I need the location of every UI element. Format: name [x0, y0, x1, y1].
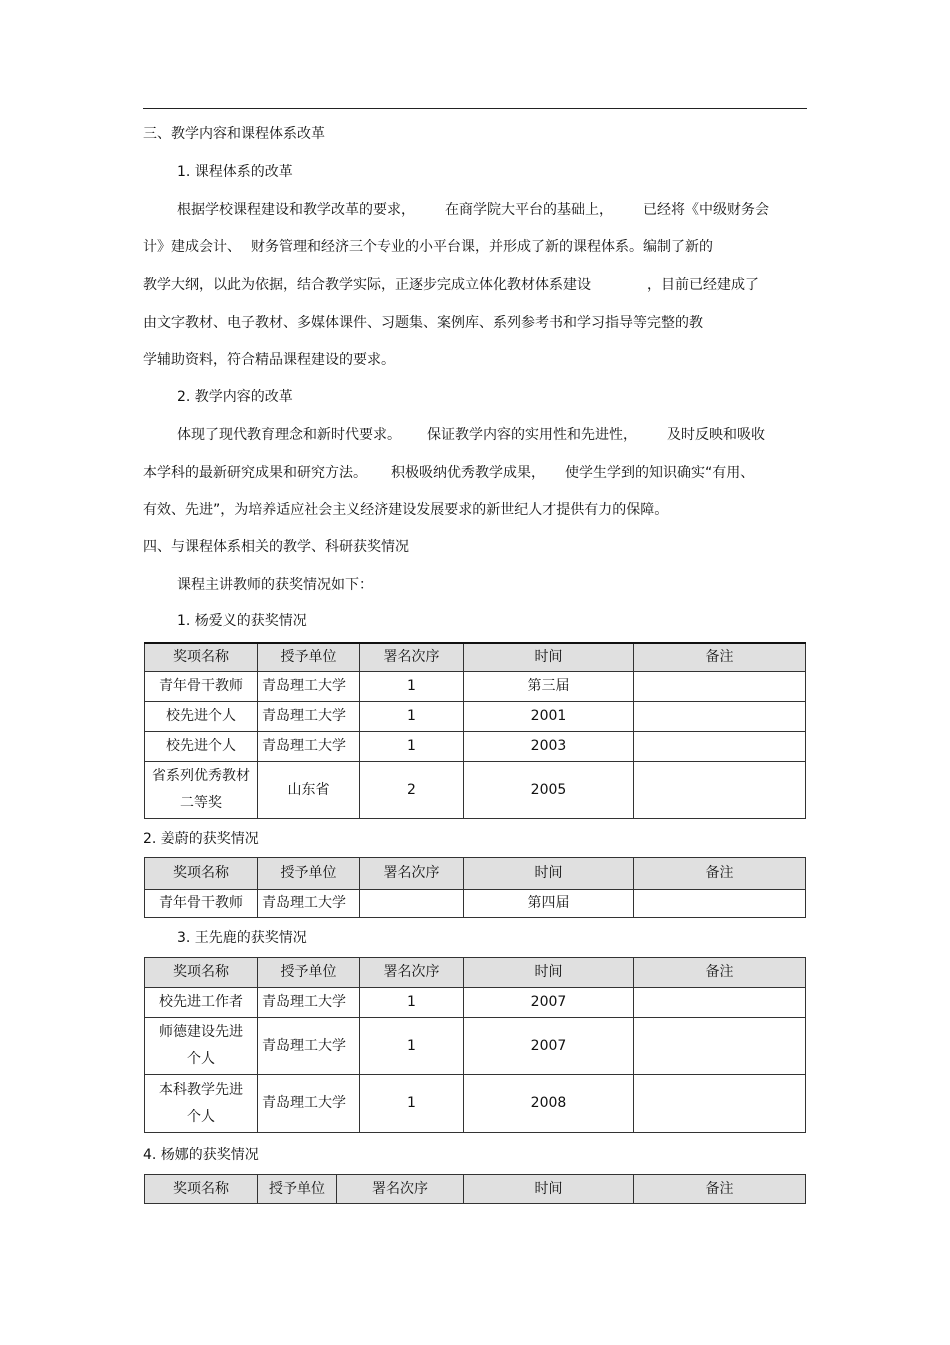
- paragraph-line: 根据学校课程建设和教学改革的要求， 在商学院大平台的基础上， 已经将《中级财务会: [177, 202, 769, 218]
- header-cell: 时间: [464, 958, 634, 988]
- header-cell: 署名次序: [360, 643, 464, 672]
- header-cell: 授予单位: [258, 958, 360, 988]
- cell: [634, 1075, 806, 1133]
- cell: 第四届: [464, 890, 634, 918]
- header-cell: 备注: [634, 643, 806, 672]
- table-row: [145, 732, 806, 762]
- table-title: 2. 姜蔚的获奖情况: [143, 831, 259, 847]
- header-cell: 署名次序: [360, 958, 464, 988]
- cell: [634, 762, 806, 819]
- header-cell: 奖项名称: [145, 643, 258, 672]
- subsection-heading: 2. 教学内容的改革: [177, 389, 293, 405]
- cell: 校先进个人: [145, 732, 258, 762]
- header-cell: 时间: [464, 858, 634, 890]
- cell: 青年骨干教师: [145, 890, 258, 918]
- header-cell: 署名次序: [337, 1175, 464, 1204]
- paragraph-line: 教学大纲，以此为依据，结合教学实际，正逐步完成立体化教材体系建设 ，目前已经建成了: [143, 277, 759, 293]
- cell: [634, 988, 806, 1018]
- cell: 2005: [464, 762, 634, 819]
- table-row: [145, 1018, 806, 1075]
- cell: 青岛理工大学: [258, 672, 360, 702]
- header-cell: 授予单位: [258, 858, 360, 890]
- cell: 青年骨干教师: [145, 672, 258, 702]
- cell: [360, 890, 464, 918]
- table-row: [145, 672, 806, 702]
- cell: 1: [360, 672, 464, 702]
- cell: 第三届: [464, 672, 634, 702]
- table-header-row: [145, 643, 806, 672]
- table-header-row: [145, 958, 806, 988]
- awards-table: [144, 957, 806, 1133]
- intro-text: 课程主讲教师的获奖情况如下：: [177, 577, 373, 593]
- header-cell: 备注: [634, 1175, 806, 1204]
- cell: 2007: [464, 988, 634, 1018]
- table-header-row: [145, 1175, 806, 1204]
- section-heading: 四、与课程体系相关的教学、科研获奖情况: [143, 539, 409, 555]
- cell: 1: [360, 732, 464, 762]
- cell: 青岛理工大学: [258, 732, 360, 762]
- cell: 2007: [464, 1018, 634, 1075]
- subsection-heading: 1. 课程体系的改革: [177, 164, 293, 180]
- header-cell: 奖项名称: [145, 1175, 258, 1204]
- cell: 2008: [464, 1075, 634, 1133]
- section-heading: 三、教学内容和课程体系改革: [143, 126, 325, 142]
- awards-table: [144, 857, 806, 918]
- header-cell: 奖项名称: [145, 858, 258, 890]
- paragraph-line: 由文字教材、电子教材、多媒体课件、习题集、案例库、系列参考书和学习指导等完整的教: [143, 315, 703, 331]
- cell: 2001: [464, 702, 634, 732]
- header-cell: 授予单位: [258, 1175, 337, 1204]
- table-row: [145, 890, 806, 918]
- cell: 校先进工作者: [145, 988, 258, 1018]
- cell: 省系列优秀教材二等奖: [145, 762, 258, 819]
- cell: [634, 890, 806, 918]
- cell: 1: [360, 702, 464, 732]
- table-row: [145, 702, 806, 732]
- paragraph-line: 学辅助资料，符合精品课程建设的要求。: [143, 352, 395, 368]
- paragraph-line: 体现了现代教育理念和新时代要求。 保证教学内容的实用性和先进性， 及时反映和吸收: [177, 427, 765, 443]
- header-cell: 时间: [464, 1175, 634, 1204]
- table-row: [145, 988, 806, 1018]
- header-cell: 署名次序: [360, 858, 464, 890]
- cell: [634, 672, 806, 702]
- cell: [634, 1018, 806, 1075]
- awards-table: [144, 642, 806, 819]
- table-row: [145, 1075, 806, 1133]
- table-title: 4. 杨娜的获奖情况: [143, 1147, 259, 1163]
- table-row: [145, 762, 806, 819]
- cell: 1: [360, 1018, 464, 1075]
- header-cell: 备注: [634, 958, 806, 988]
- paragraph-line: 本学科的最新研究成果和研究方法。 积极吸纳优秀教学成果， 使学生学到的知识确实“有用、: [143, 465, 755, 481]
- cell: 本科教学先进个人: [145, 1075, 258, 1133]
- cell: 青岛理工大学: [258, 1075, 360, 1133]
- cell: [634, 732, 806, 762]
- cell: 校先进个人: [145, 702, 258, 732]
- header-cell: 授予单位: [258, 643, 360, 672]
- paragraph-line: 计》建成会计、 财务管理和经济三个专业的小平台课，并形成了新的课程体系。编制了新的: [143, 239, 713, 255]
- cell: 2003: [464, 732, 634, 762]
- awards-table: [144, 1174, 806, 1204]
- table-header-row: [145, 858, 806, 890]
- cell: 师德建设先进个人: [145, 1018, 258, 1075]
- header-cell: 时间: [464, 643, 634, 672]
- header-cell: 备注: [634, 858, 806, 890]
- cell: 1: [360, 1075, 464, 1133]
- cell: 1: [360, 988, 464, 1018]
- cell: 青岛理工大学: [258, 1018, 360, 1075]
- header-rule: [143, 108, 807, 109]
- cell: [634, 702, 806, 732]
- cell: 青岛理工大学: [258, 702, 360, 732]
- table-title: 3. 王先鹿的获奖情况: [177, 930, 307, 946]
- table-title: 1. 杨爱义的获奖情况: [177, 613, 307, 629]
- header-cell: 奖项名称: [145, 958, 258, 988]
- paragraph-line: 有效、先进”，为培养适应社会主义经济建设发展要求的新世纪人才提供有力的保障。: [143, 502, 669, 518]
- cell: 2: [360, 762, 464, 819]
- cell: 青岛理工大学: [258, 988, 360, 1018]
- cell: 青岛理工大学: [258, 890, 360, 918]
- cell: 山东省: [258, 762, 360, 819]
